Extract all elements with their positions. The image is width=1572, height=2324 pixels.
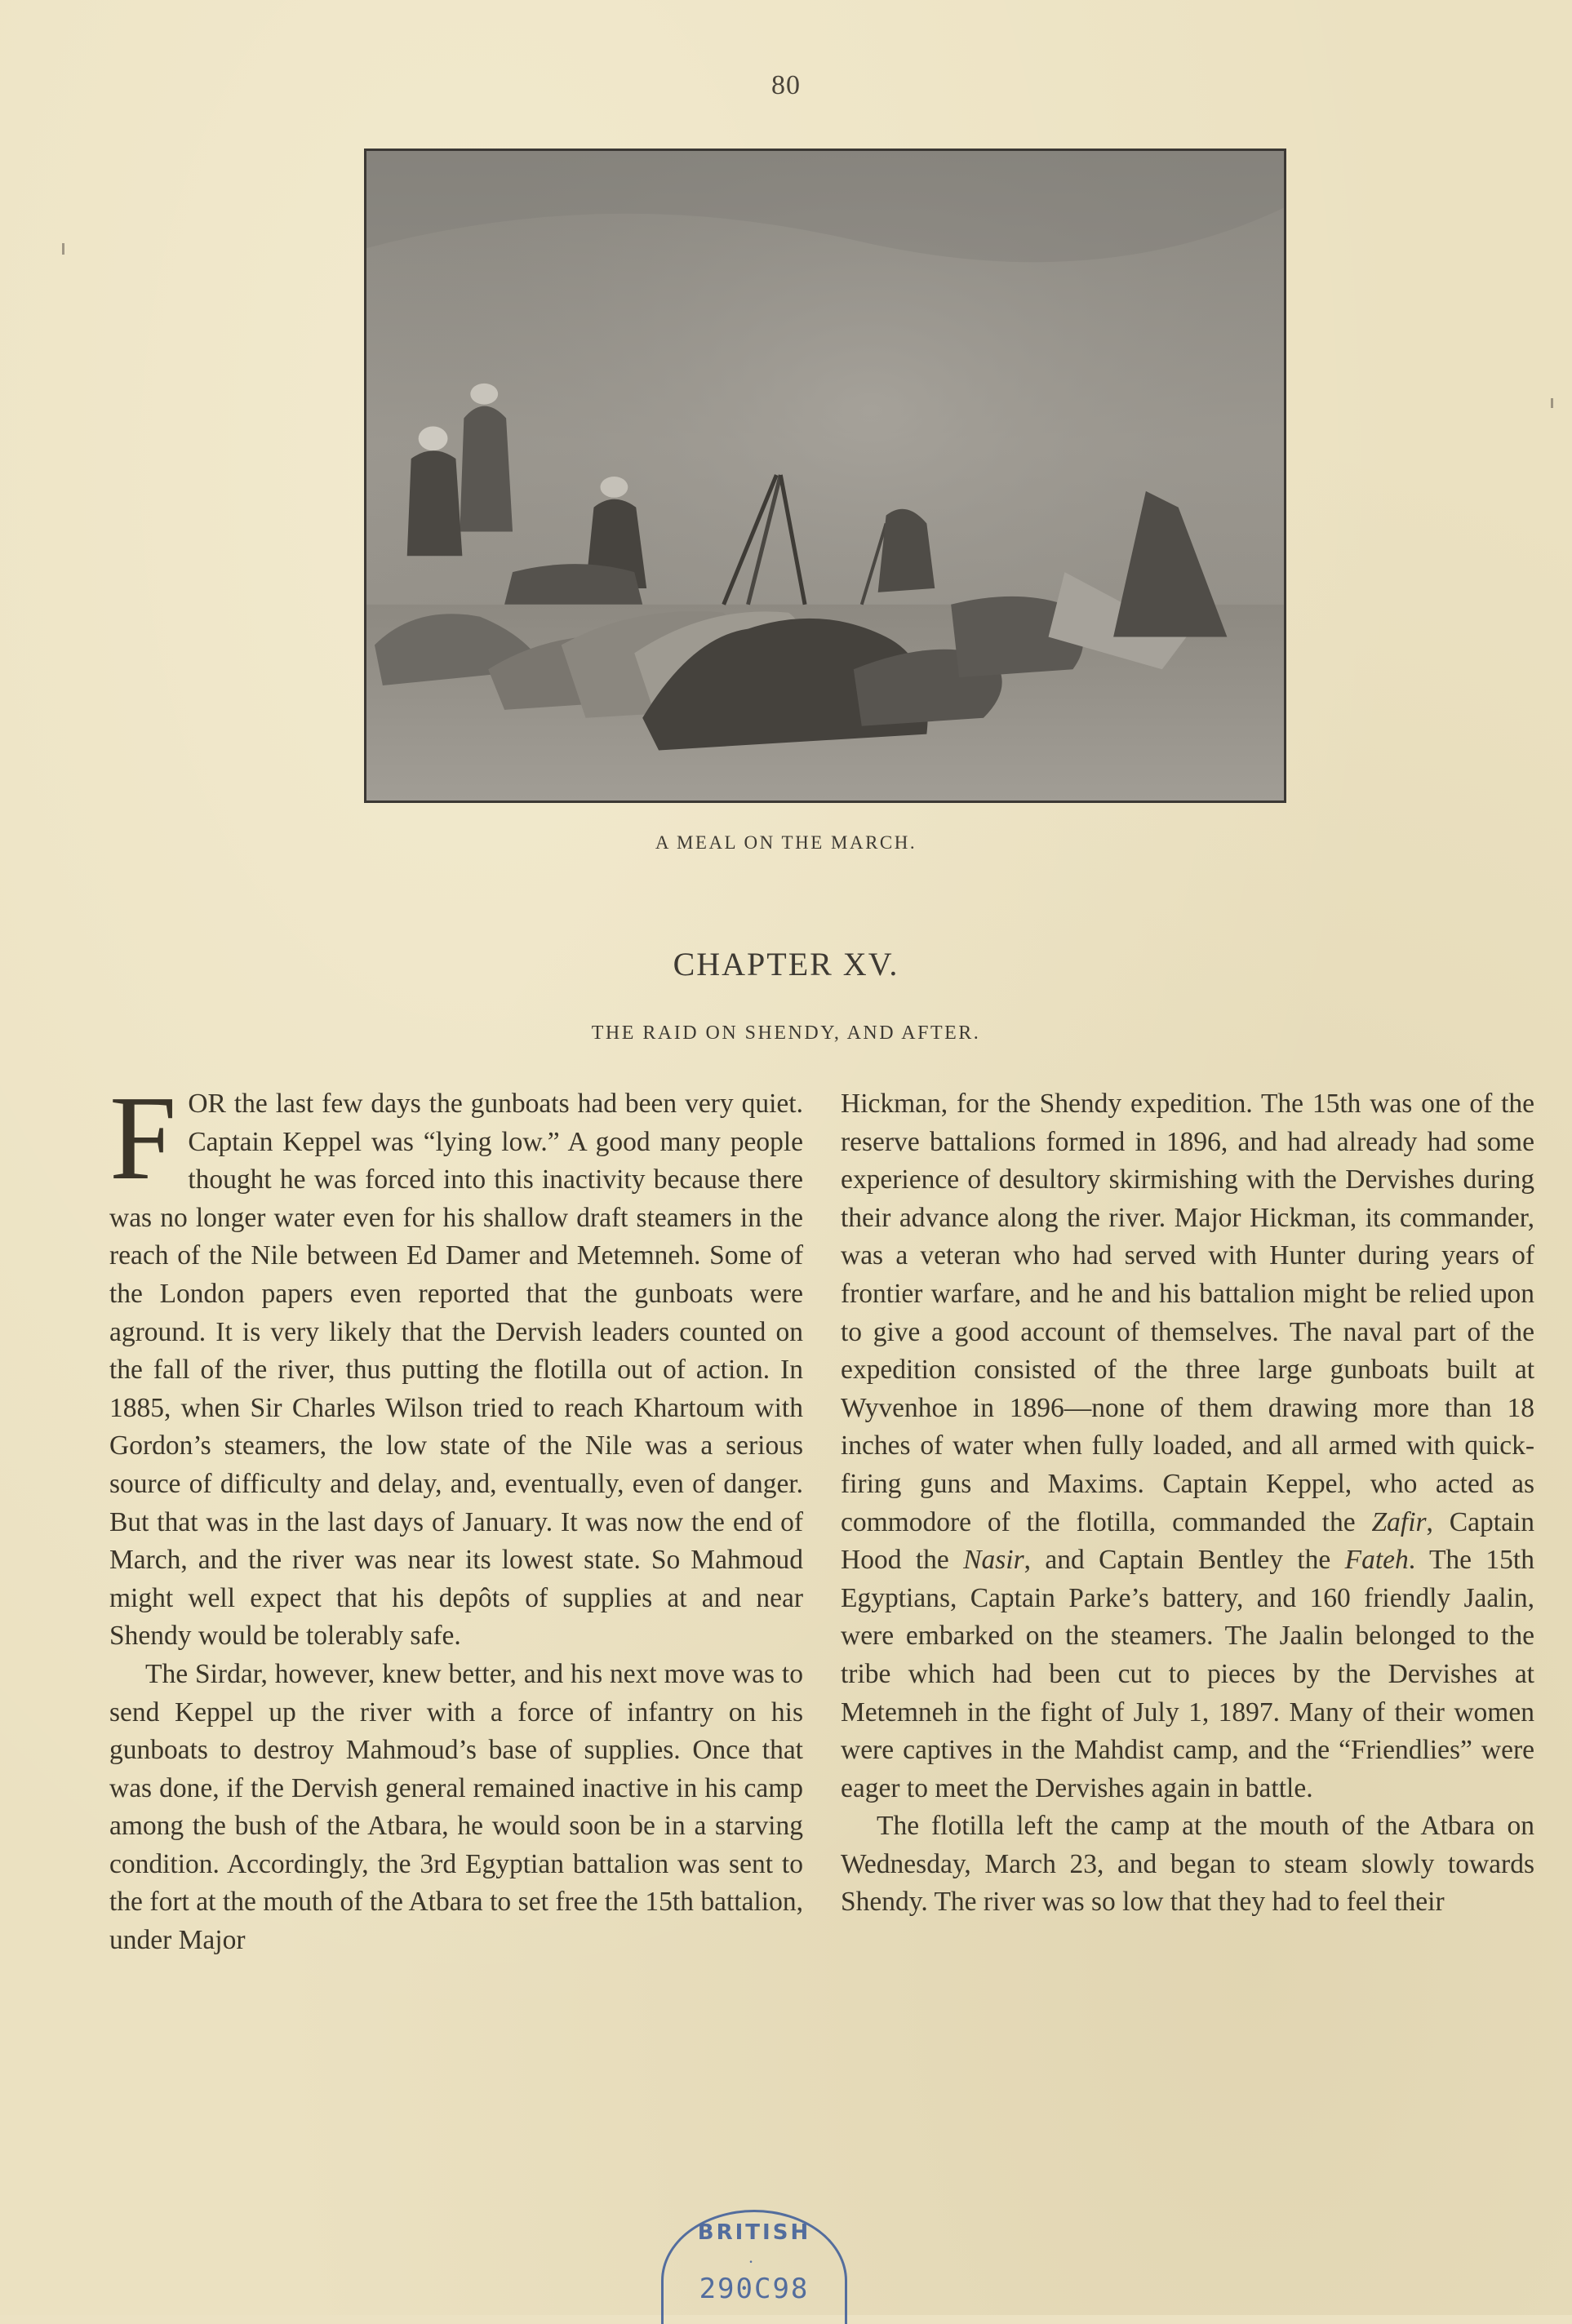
stamp-top-text: BRITISH — [697, 2220, 811, 2245]
drop-cap: F — [109, 1071, 177, 1205]
left-column — [109, 1071, 803, 1960]
chapter-subtitle: THE RAID ON SHENDY, AND AFTER. — [591, 1022, 981, 1044]
paragraph-text: , Captain Hood the — [841, 1506, 1535, 1576]
photograph — [364, 149, 1286, 803]
paragraph-text: The Sirdar, however, knew better, and his next move was to send Keppel up the river with a force of infantry on his gunboats to destroy Mahmoud’s base of supplies. Once that was done, if the Dervish general remained inactive in his camp among the bush of the Atbara, he would soon be in a starving condition. Accordingly, the 3rd Egyptian battalion was sent to the fort at the mouth of the Atbara to set free the 15th battalion, under Major — [109, 1658, 803, 1956]
stamp-date: 290C98 — [699, 2273, 810, 2305]
paragraph-text: OR the last few days the gunboats had been very quiet. Captain Keppel was “lying low.” A good many people thought he was forced into this inactivity because there was no longer water even for his shallow draft steamers in the reach of the Nile between Ed Damer and Metemneh. Some of the London papers even reported that the gunboats were aground. It is very likely that the Dervish leaders counted on the fall of the river, thus putting the flotilla out of action. In 1885, when Sir Charles Wilson tried to reach Khartoum with Gordon’s steamers, the low state of the Nile was a serious source of difficulty and delay, and, eventually, even of danger. But that was in the last days of January. It was now the end of March, and the river was near its lowest state. So Mahmoud might well expect that his depôts of supplies at and near Shendy would be tolerably safe. — [109, 1089, 803, 1652]
margin-mark — [62, 243, 64, 255]
paragraph — [109, 1656, 803, 1960]
paragraph-text: The flotilla left the camp at the mouth of the Atbara on Wednesday, March 23, and began to steam slowly towards Shendy. The river was so low that they had to feel their — [841, 1811, 1534, 1918]
margin-mark — [1551, 398, 1553, 408]
meal-on-march-photo — [366, 151, 1284, 801]
paragraph — [841, 1085, 1534, 1807]
chapter-title: CHAPTER XV. — [673, 946, 899, 982]
paragraph — [841, 1807, 1534, 1922]
page-number: 80 — [771, 70, 801, 100]
library-stamp — [661, 2210, 847, 2324]
paragraph-text: , and Captain Bentley the — [1024, 1545, 1345, 1576]
right-column — [841, 1085, 1534, 1922]
ship-name: Nasir — [963, 1545, 1024, 1576]
ship-name: Fateh — [1344, 1545, 1409, 1576]
ship-name: Zafir — [1371, 1506, 1427, 1537]
figure-caption: A MEAL ON THE MARCH. — [655, 832, 917, 853]
paragraph-text: . The 15th Egyptians, Captain Parke’s battery, and 160 friendly Jaalin, were embarked on the steamers. The Jaalin belonged to the tribe which had been cut to pieces by the Dervishes at Metemneh in the fight of July 1, 1897. Many of their women were captives in the Mahdist camp, and the “Friendlies” were eager to meet the Dervishes again in battle. — [841, 1545, 1534, 1803]
paragraph — [109, 1071, 803, 1656]
stamp-dot: · — [748, 2251, 761, 2272]
paragraph-text: Hickman, for the Shendy expedition. The 15th was one of the reserve battalions formed in 1896, and had already had some experience of desultory skirmishing with the Dervishes during their advance along the river. Major Hickman, its commander, was a veteran who had served with Hunter during years of frontier warfare, and he and his battalion might be relied upon to give a good account of themselves. The naval part of the expedition consisted of the three large gunboats built at Wyvenhoe in 1896—none of them drawing more than 18 inches of water when fully loaded, and all armed with quick-firing guns and Maxims. Captain Keppel, who acted as commodore of the flotilla, commanded the — [841, 1089, 1534, 1537]
